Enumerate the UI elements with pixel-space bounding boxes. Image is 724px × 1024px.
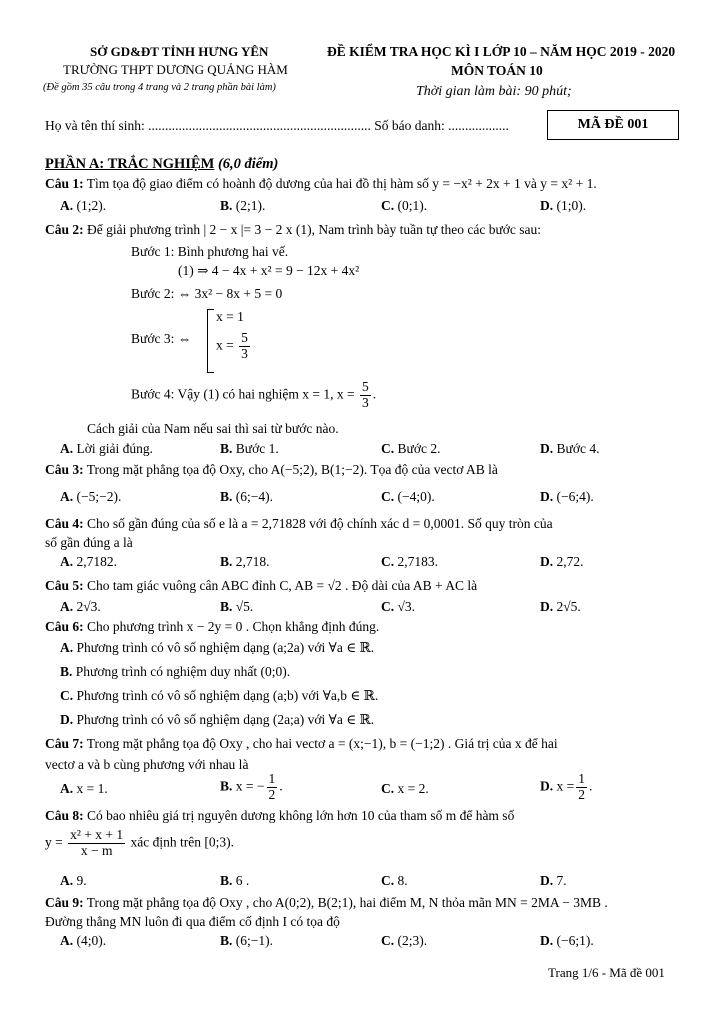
q4-option-a[interactable]: A. 2,7182. [60, 554, 117, 569]
q5-option-b[interactable]: B. √5. [220, 599, 254, 614]
exam-code-box [547, 110, 679, 140]
q2-step-3: Bước 3: ⇔ [131, 331, 192, 346]
q7-option-c[interactable]: C. x = 2. [381, 781, 429, 796]
question-9-cont: Đường thẳng MN luôn đi qua điểm cố định I có tọa độ [45, 914, 340, 929]
q2-step-3-root1: x = 1 [216, 309, 244, 324]
question-2: Câu 2: Để giải phương trình | 2 − x |= 3 − 2 x (1), Nam trình bày tuần tự theo các bước sau: [45, 222, 542, 237]
q2-option-d[interactable]: D. Bước 4. [540, 441, 600, 456]
q8-option-b[interactable]: B. 6 . [220, 873, 250, 888]
q5-option-d[interactable]: D. 2√5. [540, 599, 581, 614]
question-6: Câu 6: Cho phương trình x − 2y = 0 . Chọn khẳng định đúng. [45, 619, 380, 634]
q9-option-c[interactable]: C. (2;3). [381, 933, 428, 948]
q2-prompt: Cách giải của Nam nếu sai thì sai từ bước nào. [87, 421, 339, 436]
q6-option-a[interactable]: A. Phương trình có vô số nghiệm dạng (a;2a) với ∀a ∈ ℝ. [60, 640, 375, 655]
q5-option-c[interactable]: C. √3. [381, 599, 416, 614]
question-7-cont: vectơ a và b cùng phương với nhau là [45, 757, 249, 772]
q2-step-1: Bước 1: Bình phương hai vế. [131, 244, 289, 259]
q2-option-c[interactable]: C. Bước 2. [381, 441, 441, 456]
exam-note: (Đề gồm 35 câu trong 4 trang và 2 trang phần bài làm) [43, 82, 276, 93]
q1-option-a[interactable]: A. (1;2). [60, 198, 107, 213]
q8-option-a[interactable]: A. 9. [60, 873, 87, 888]
q9-option-b[interactable]: B. (6;−1). [220, 933, 273, 948]
q7-option-a[interactable]: A. x = 1. [60, 781, 108, 796]
q7-option-b[interactable]: B. x = − $\frac{1}{2}$ . [220, 771, 283, 802]
q9-option-a[interactable]: A. (4;0). [60, 933, 107, 948]
exam-title: ĐỀ KIỂM TRA HỌC KÌ I LỚP 10 – NĂM HỌC 2019 - 2020 [327, 44, 676, 59]
q6-option-d[interactable]: D. Phương trình có vô số nghiệm dạng (2a;a) với ∀a ∈ ℝ. [60, 712, 375, 727]
q3-option-c[interactable]: C. (−4;0). [381, 489, 435, 504]
section-points: (6,0 điểm) [217, 156, 279, 172]
q3-option-a[interactable]: A. (−5;−2). [60, 489, 122, 504]
q3-option-b[interactable]: B. (6;−4). [220, 489, 273, 504]
time-limit: Thời gian làm bài: 90 phút; [416, 84, 572, 99]
q4-option-d[interactable]: D. 2,72. [540, 554, 584, 569]
page-footer: Trang 1/6 - Mã đề 001 [548, 965, 665, 980]
q2-option-b[interactable]: B. Bước 1. [220, 441, 279, 456]
q2-step-3-root2: x = $\frac{5}{3}$ [216, 330, 248, 361]
student-info-line: Họ và tên thí sinh: .................................................................. Số báo danh: .................. [45, 118, 509, 133]
q1-option-d[interactable]: D. (1;0). [540, 198, 587, 213]
q5-option-a[interactable]: A. 2√3. [60, 599, 101, 614]
q6-option-b[interactable]: B. Phương trình có nghiệm duy nhất (0;0). [60, 664, 291, 679]
question-7: Câu 7: Trong mặt phẳng tọa độ Oxy , cho hai vectơ a = (x;−1), b = (−1;2) . Giá trị của x để hai [45, 736, 558, 751]
q8-option-c[interactable]: C. 8. [381, 873, 408, 888]
section-title [45, 155, 278, 173]
q4-option-b[interactable]: B. 2,718. [220, 554, 270, 569]
question-3: Câu 3: Trong mặt phẳng tọa độ Oxy, cho A(−5;2), B(1;−2). Tọa độ của vectơ AB là [45, 462, 498, 477]
question-9: Câu 9: Trong mặt phẳng tọa độ Oxy , cho A(0;2), B(2;1), hai điểm M, N thỏa mãn MN = 2MA − 3MB . [45, 895, 608, 910]
school-name: TRƯỜNG THPT DƯƠNG QUẢNG HÀM [63, 62, 288, 77]
q1-option-b[interactable]: B. (2;1). [220, 198, 266, 213]
q6-option-c[interactable]: C. Phương trình có vô số nghiệm dạng (a;b) với ∀a,b ∈ ℝ. [60, 688, 379, 703]
dept-name: SỞ GD&ĐT TỈNH HƯNG YÊN [90, 44, 269, 59]
q4-option-c[interactable]: C. 2,7183. [381, 554, 438, 569]
q8-function: y = $\frac{\text{x² + x + 1}}{x - m}$ xác định trên [0;3). [45, 827, 234, 858]
q2-step-1-eq: (1) ⇒ 4 − 4x + x² = 9 − 12x + 4x² [178, 263, 360, 278]
question-4-cont: số gần đúng a là [45, 535, 133, 550]
q2-option-a[interactable]: A. Lời giải đúng. [60, 441, 154, 456]
q2-step-4: Bước 4: Vậy (1) có hai nghiệm x = 1, x = $\frac{5}{3}$ . [131, 379, 377, 410]
question-5: Câu 5: Cho tam giác vuông cân ABC đỉnh C, AB = √2 . Độ dài của AB + AC là [45, 578, 478, 593]
q2-bracket [207, 309, 214, 373]
section-label: PHẦN A: TRẮC NGHIỆM [45, 156, 215, 172]
question-4: Câu 4: Cho số gần đúng của số e là a = 2,71828 với độ chính xác d = 0,0001. Số quy tròn của [45, 516, 553, 531]
exam-code: MÃ ĐỀ 001 [577, 117, 649, 132]
q2-step-2: Bước 2: ⇔ 3x² − 8x + 5 = 0 [131, 286, 283, 301]
q3-option-d[interactable]: D. (−6;4). [540, 489, 594, 504]
q9-option-d[interactable]: D. (−6;1). [540, 933, 594, 948]
q7-option-d[interactable]: D. x = $\frac{1}{2}$ . [540, 771, 593, 802]
q1-option-c[interactable]: C. (0;1). [381, 198, 428, 213]
question-8: Câu 8: Có bao nhiêu giá trị nguyên dương không lớn hơn 10 của tham số m để hàm số [45, 808, 515, 823]
question-1: Câu 1: Tìm tọa độ giao điểm có hoành độ dương của hai đồ thị hàm số y = −x² + 2x + 1 và y = x² + 1. [45, 176, 597, 191]
subject-title: MÔN TOÁN 10 [451, 63, 543, 78]
q8-option-d[interactable]: D. 7. [540, 873, 567, 888]
